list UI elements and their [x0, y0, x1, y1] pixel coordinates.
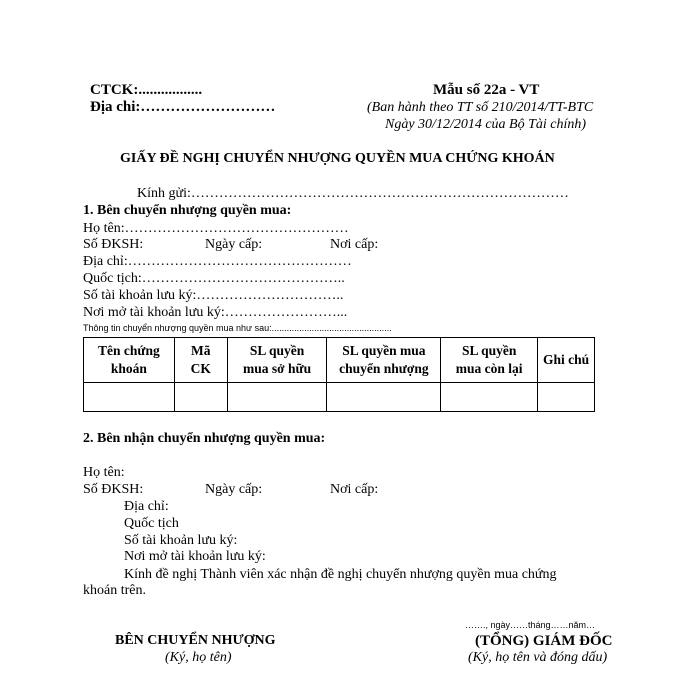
table-cell[interactable] — [84, 383, 175, 412]
recipient-line: Kính gửi:……………………………………………………………………… — [137, 186, 569, 201]
table-cell[interactable] — [538, 383, 595, 412]
transferee-id-label: Số ĐKSH: — [83, 482, 144, 497]
section1-heading: 1. Bên chuyển nhượng quyền mua: — [83, 203, 292, 218]
section2-heading: 2. Bên nhận chuyển nhượng quyền mua: — [83, 431, 326, 446]
col-securities-name: Tên chứng khoán — [84, 338, 175, 383]
transferor-issue-date-label: Ngày cấp: — [205, 237, 263, 252]
col-rights-owned: SL quyền mua sở hữu — [227, 338, 327, 383]
date-line: ……., ngày……tháng……năm… — [465, 620, 596, 630]
request-text-line2: khoán trên. — [83, 583, 146, 598]
director-signature-title: (TỔNG) GIÁM ĐỐC — [475, 633, 613, 649]
transferor-signature-title: BÊN CHUYỂN NHƯỢNG — [115, 633, 276, 648]
transferor-address-field: Địa chỉ:………………………………………… — [83, 254, 352, 269]
transferor-account-place-field: Nơi mở tài khoản lưu ký:……………………... — [83, 305, 348, 320]
transferee-account-place-label: Nơi mở tài khoản lưu ký: — [124, 549, 266, 564]
company-address-line: Địa chi:……………………… — [90, 99, 276, 115]
transferor-signature-note: (Ký, họ tên) — [165, 650, 232, 665]
transferee-issue-place-label: Nơi cấp: — [330, 482, 379, 497]
col-rights-remaining: SL quyền mua còn lại — [441, 338, 538, 383]
document-title: GIẤY ĐỀ NGHỊ CHUYỂN NHƯỢNG QUYỀN MUA CHỨNG KHOÁN — [120, 151, 555, 166]
table-cell[interactable] — [327, 383, 441, 412]
table-cell[interactable] — [174, 383, 227, 412]
form-number: Mẫu số 22a - VT — [433, 82, 540, 98]
transferor-issue-place-label: Nơi cấp: — [330, 237, 379, 252]
request-text-line1: Kính đề nghị Thành viên xác nhận đề nghị chuyển nhượng quyền mua chứng — [124, 567, 557, 582]
transferee-nationality-label: Quốc tịch — [124, 516, 179, 531]
table-cell[interactable] — [227, 383, 327, 412]
issued-by-line: (Ban hành theo TT số 210/2014/TT-BTC — [367, 100, 594, 115]
transferee-account-label: Số tài khoản lưu ký: — [124, 533, 238, 548]
ctck-line: CTCK:................. — [90, 82, 203, 98]
transfer-info-line: Thông tin chuyển nhượng quyền mua như sau:................................................ — [83, 323, 392, 333]
table-header-row — [84, 338, 595, 383]
transferor-id-label: Số ĐKSH: — [83, 237, 144, 252]
col-notes: Ghi chú — [538, 338, 595, 383]
transferor-name-field: Họ tên:………………………………………… — [83, 221, 349, 236]
director-signature-note: (Ký, họ tên và đóng dấu) — [468, 650, 608, 665]
transferee-name-label: Họ tên: — [83, 465, 125, 480]
transferor-nationality-field: Quốc tịch:…………………………………….. — [83, 271, 345, 286]
transferee-address-label: Địa chỉ: — [124, 499, 169, 514]
transferor-account-field: Số tài khoản lưu ký:………………………….. — [83, 288, 344, 303]
transferee-issue-date-label: Ngày cấp: — [205, 482, 263, 497]
issued-date-line: Ngày 30/12/2014 của Bộ Tài chính) — [385, 117, 587, 132]
col-rights-transferred: SL quyền mua chuyển nhượng — [327, 338, 441, 383]
transfer-table — [83, 337, 595, 412]
col-ticker: Mã CK — [174, 338, 227, 383]
table-cell[interactable] — [441, 383, 538, 412]
table-row — [84, 383, 595, 412]
